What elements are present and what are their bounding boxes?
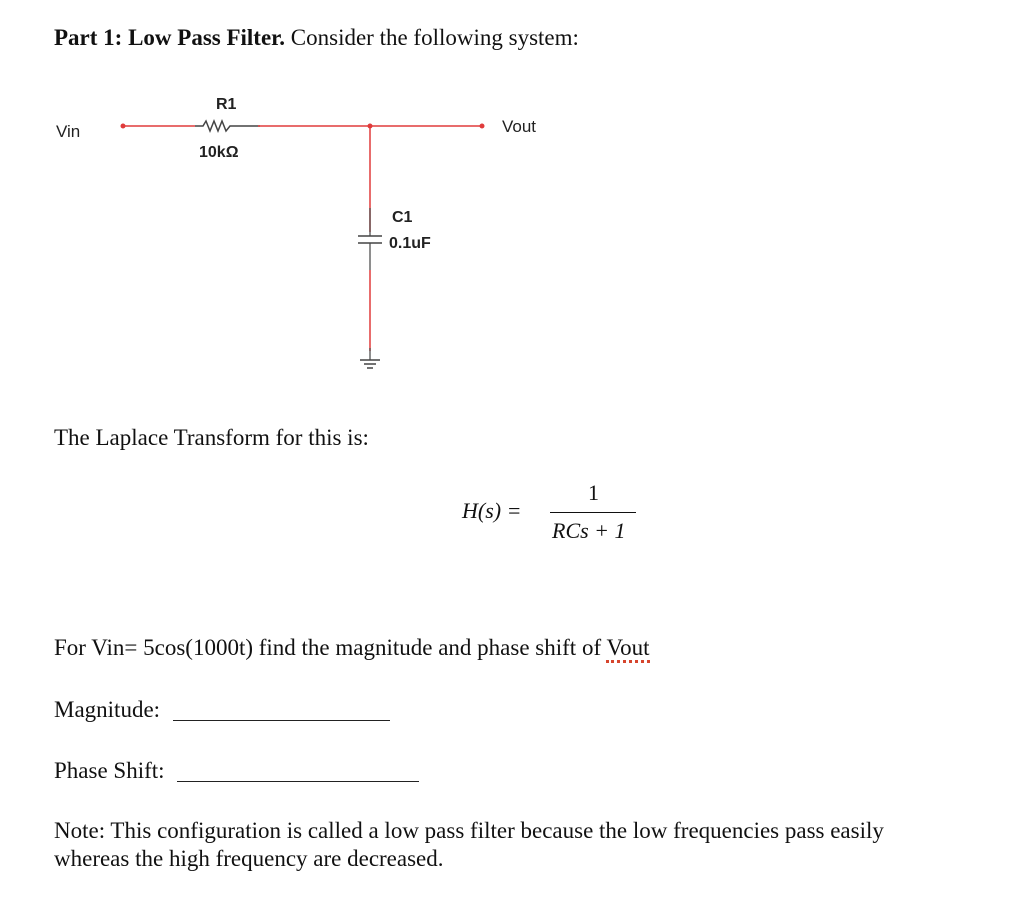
- vin-label: Vin: [56, 122, 81, 141]
- rc-circuit-diagram: [40, 80, 580, 390]
- c1-name-label: C1: [392, 209, 413, 226]
- page-heading: [54, 25, 579, 51]
- note-line-2: whereas the high frequency are decreased.: [54, 846, 444, 871]
- transfer-function: [462, 478, 662, 558]
- question-prefix: For Vin= 5cos(1000t) find the magnitude and phase shift of: [54, 635, 607, 660]
- magnitude-answer-blank[interactable]: [173, 720, 390, 721]
- question-text: [54, 635, 650, 661]
- r1-value-label: 10kΩ: [199, 144, 239, 161]
- fraction-bar: [550, 512, 636, 513]
- phase-shift-answer-blank[interactable]: [177, 781, 419, 782]
- magnitude-label: Magnitude:: [54, 697, 161, 722]
- c1-value-label: 0.1uF: [389, 235, 431, 252]
- transfer-function-denominator: RCs + 1: [552, 518, 626, 543]
- phase-shift-label: Phase Shift:: [54, 758, 165, 783]
- question-vout-emphasis: Vout: [606, 635, 649, 663]
- transfer-function-lhs: H(s) =: [462, 498, 522, 523]
- note-line-1: Note: This configuration is called a low pass filter because the low frequencies pass easily: [54, 818, 884, 843]
- heading-rest: Consider the following system:: [285, 25, 579, 50]
- transfer-function-numerator: 1: [588, 480, 599, 505]
- laplace-intro-text: The Laplace Transform for this is:: [54, 425, 369, 450]
- vout-terminal-dot: [480, 124, 485, 129]
- vin-terminal-dot: [121, 124, 126, 129]
- heading-bold-part: Part 1: Low Pass Filter.: [54, 25, 286, 50]
- r1-name-label: R1: [216, 96, 237, 113]
- vout-label: Vout: [502, 117, 537, 136]
- resistor-r1-symbol: [195, 121, 260, 131]
